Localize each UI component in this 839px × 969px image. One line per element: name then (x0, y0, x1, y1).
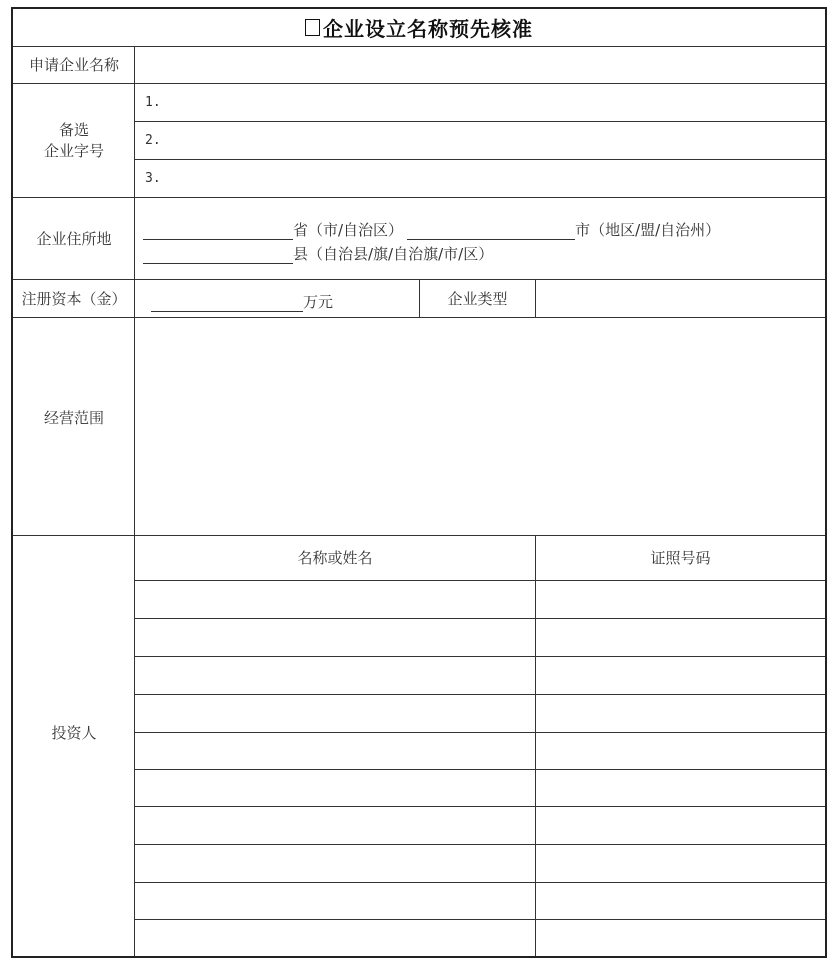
capital-field (151, 291, 333, 312)
alt-names-label-line2: 企业字号 (43, 142, 104, 160)
address-line-1 (143, 219, 720, 240)
investor-name-cell[interactable] (136, 770, 534, 806)
investor-id-cell[interactable] (537, 657, 824, 694)
province-suffix: 省（市/自治区） (293, 221, 404, 239)
scope-field[interactable] (136, 318, 824, 534)
city-suffix: 市（地区/盟/自治州） (575, 221, 721, 239)
investors-col-name: 名称或姓名 (297, 549, 373, 567)
alt-name-field-2[interactable]: 2. (145, 132, 161, 148)
investor-name-cell[interactable] (136, 657, 534, 694)
investor-id-cell[interactable] (537, 845, 824, 882)
form-title-text: 企业设立名称预先核准 (323, 17, 533, 41)
investor-name-cell[interactable] (136, 845, 534, 882)
company-type-field[interactable] (537, 280, 824, 316)
divider (535, 535, 536, 956)
investors-label: 投资人 (51, 724, 97, 742)
investor-name-cell[interactable] (136, 807, 534, 844)
alt-names-label (13, 83, 135, 197)
alt-name-field-3[interactable]: 3. (145, 170, 161, 186)
company-name-label: 申请企业名称 (28, 56, 119, 74)
scope-label: 经营范围 (43, 408, 104, 427)
form-title (13, 9, 825, 46)
investors-col-id: 证照号码 (650, 549, 711, 567)
investor-name-cell[interactable] (136, 695, 534, 732)
divider (535, 279, 536, 317)
empty-checkbox-icon[interactable] (305, 19, 320, 36)
investor-id-cell[interactable] (537, 695, 824, 732)
name-preapproval-form (11, 7, 827, 958)
investor-id-cell[interactable] (537, 807, 824, 844)
alt-names-label-line1: 备选 (58, 121, 89, 139)
address-label: 企业住所地 (36, 229, 112, 248)
company-name-field[interactable] (136, 47, 824, 82)
investor-id-cell[interactable] (537, 770, 824, 806)
capital-unit: 万元 (303, 293, 334, 311)
investor-name-cell[interactable] (136, 920, 534, 956)
province-blank[interactable] (143, 224, 293, 240)
investor-id-cell[interactable] (537, 920, 824, 956)
capital-blank[interactable] (151, 296, 303, 312)
county-suffix: 县（自治县/旗/自治旗/市/区） (293, 245, 494, 263)
company-type-label: 企业类型 (447, 289, 508, 308)
address-line-2 (143, 243, 493, 264)
alt-name-field-1[interactable]: 1. (145, 94, 161, 110)
city-blank[interactable] (407, 224, 575, 240)
investor-id-cell[interactable] (537, 619, 824, 656)
investor-id-cell[interactable] (537, 883, 824, 919)
investor-name-cell[interactable] (136, 733, 534, 769)
investor-id-cell[interactable] (537, 733, 824, 769)
county-blank[interactable] (143, 248, 293, 264)
capital-label: 注册资本（金） (21, 289, 127, 308)
investor-name-cell[interactable] (136, 619, 534, 656)
investor-id-cell[interactable] (537, 581, 824, 618)
investor-name-cell[interactable] (136, 581, 534, 618)
investor-name-cell[interactable] (136, 883, 534, 919)
